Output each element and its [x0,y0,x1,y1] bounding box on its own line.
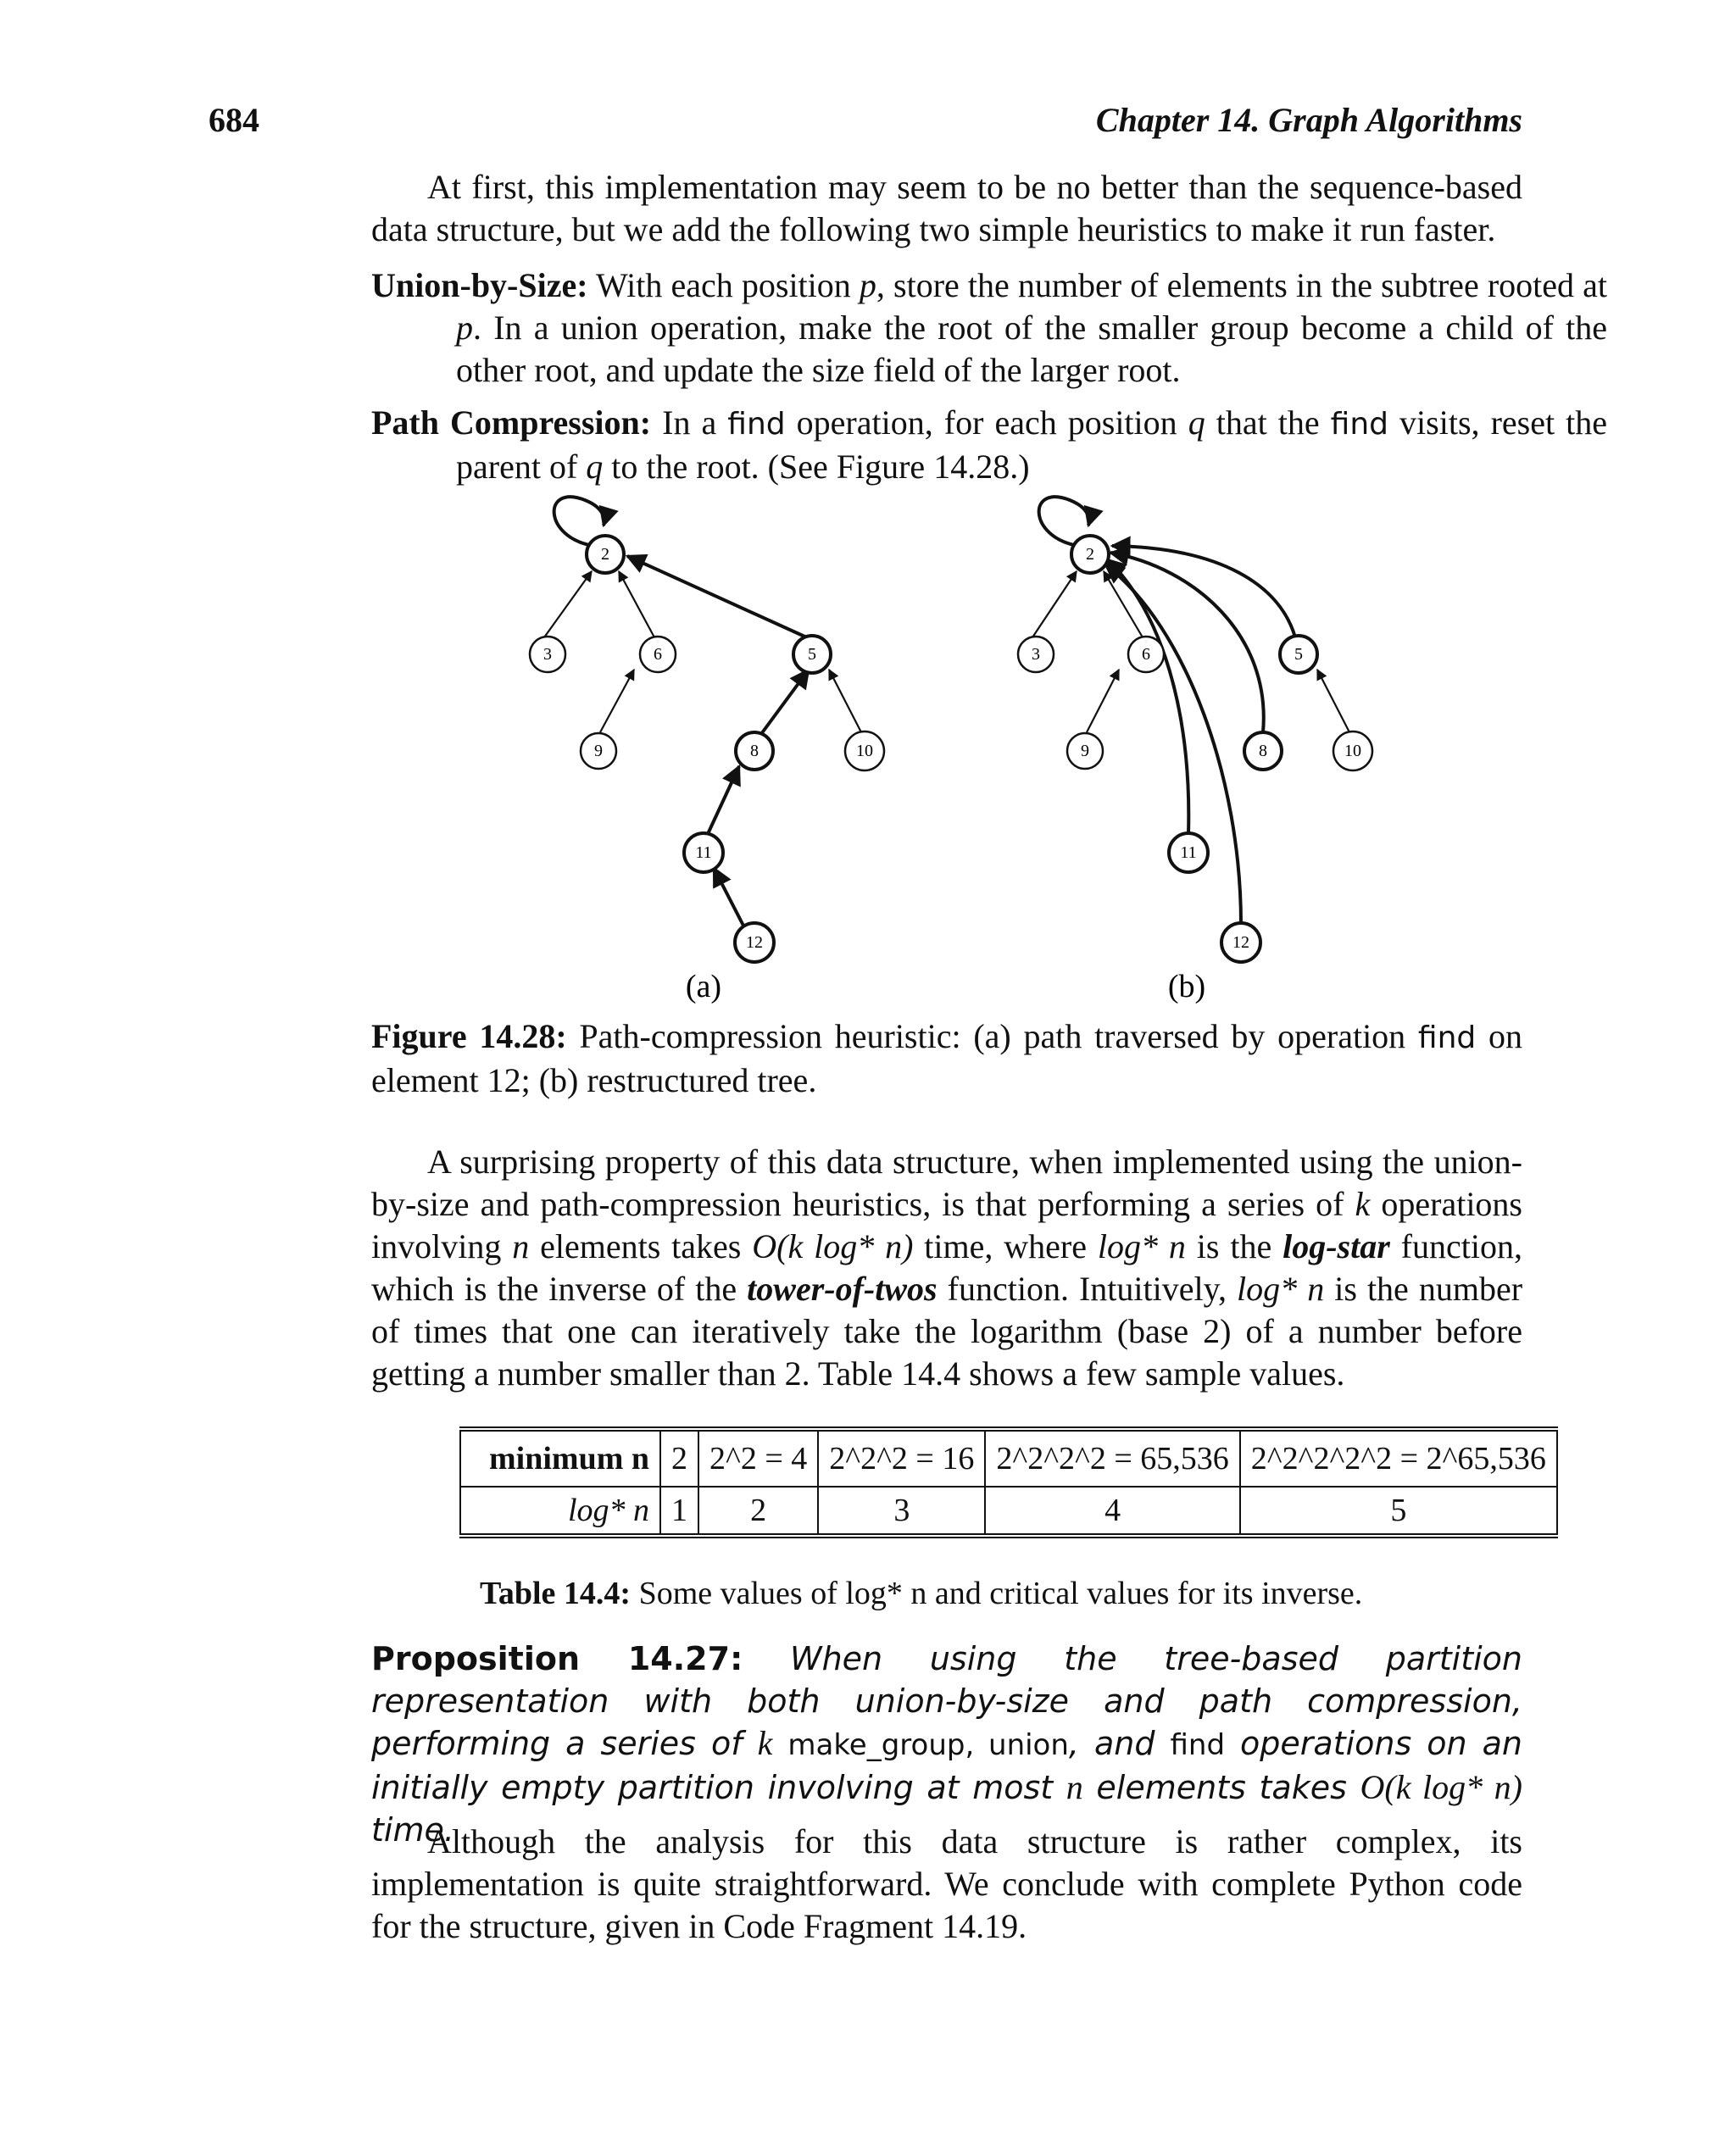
heuristic-term: Union-by-Size: [371,266,588,304]
heuristic-text: , store the number of elements in the subtree rooted at [876,266,1607,304]
caption-text: Some values of log* n and critical values for its inverse. [638,1576,1363,1611]
node-a-2 [587,536,624,573]
node-label: 10 [856,742,873,760]
node-b-9 [1067,733,1103,769]
heuristic-path-compression [371,402,1607,488]
heuristic-text: With each position [595,266,860,304]
node-label: 2 [601,545,609,564]
proposition [371,1638,1522,1851]
proposition-text: , and [1068,1725,1171,1762]
table-cell: 1 [660,1487,698,1536]
intro-paragraph: At first, this implementation may seem to be no better than the sequence-based data structure, but we add the following two simple heuristics to make it run faster. [371,168,1522,248]
variable: p [456,309,473,347]
body-text: A surprising property of this data structure, when implemented using the union-by-size and path-compression heuristics, is that performing a series of [371,1143,1522,1223]
code-find: find [1330,407,1389,442]
edge-3-2 [1032,571,1077,637]
variable: k [1355,1185,1371,1223]
table-header-cell [460,1487,660,1536]
code-union: union [988,1728,1069,1762]
node-a-8 [736,732,773,770]
caption-text: on element 12; (b) restructured tree. [371,1017,1523,1099]
node-b-10 [1333,731,1372,770]
proposition-text: operations on an initially empty partition involving at most [371,1725,1522,1806]
table-cell: 2 [660,1429,698,1487]
header-label: minimum n [489,1441,649,1476]
node-b-12 [1221,923,1260,962]
variable: q [586,448,604,486]
node-label: 12 [746,933,763,952]
proposition-text: When using the tree-based partition representation with both union-by-size and path compression, performing a series of [371,1640,1522,1762]
table-cell: 5 [1240,1487,1557,1536]
node-label: 6 [1142,645,1150,664]
math-expression: O(k log* n) [752,1227,914,1265]
node-b-5 [1280,636,1317,673]
proposition-label: Proposition 14.27: [371,1640,743,1677]
table-header-cell [460,1429,660,1487]
node-b-6 [1128,637,1164,672]
variable: k [757,1724,773,1762]
node-label: 2 [1086,545,1094,564]
table-cell: 2^2 = 4 [698,1429,818,1487]
body-text: is the [1185,1227,1283,1265]
node-a-6 [640,637,676,672]
heuristic-term: Path Compression: [371,403,652,442]
page-number: 684 [209,101,259,139]
edge-10-5 [829,670,861,732]
header-label: log* n [567,1493,649,1528]
code-find: find [1417,1020,1477,1055]
proposition-text: elements takes [1082,1769,1360,1806]
edge-12-2 [1105,564,1241,924]
node-a-9 [581,733,616,769]
node-label: 8 [750,742,759,760]
node-b-8 [1244,732,1282,770]
proposition-text: time. [371,1811,454,1849]
edge-6-2 [619,571,654,637]
edge-3-2 [544,571,592,637]
node-label: 8 [1259,742,1267,760]
table-cell: 2 [698,1487,818,1536]
node-a-10 [845,731,884,770]
edge-9-6 [1087,670,1119,732]
edge-12-11 [714,868,744,927]
chapter-title: Chapter 14. Graph Algorithms [1095,101,1522,139]
node-label: 5 [1294,645,1303,664]
heuristic-text: that the [1205,403,1331,442]
body-text: operations involving [371,1185,1523,1265]
heuristic-text: operation, for each position [785,403,1188,442]
body-text: is the number of times that one can iteratively take the logarithm (base 2) of a number before getting a number smaller than 2. Table 14.4 shows a few sample values. [371,1270,1523,1393]
table-cell: 2^2^2^2 = 65,536 [985,1429,1239,1487]
math-expression: log* n [1237,1270,1325,1308]
table-row [460,1429,1557,1487]
node-label: 3 [1032,645,1040,664]
separator: , [965,1728,989,1762]
panel-a-label: (a) [685,969,722,1004]
node-a-5 [793,636,831,673]
body-paragraph [371,1141,1522,1395]
term-tower-of-twos: tower-of-twos [747,1270,938,1308]
table-cell: 2^2^2 = 16 [818,1429,985,1487]
node-label: 9 [594,742,603,760]
edge-10-5 [1317,670,1349,732]
variable: n [512,1227,530,1265]
table-row [460,1487,1557,1536]
code-make-group: make_group [787,1728,965,1762]
code-find: find [1170,1728,1226,1762]
edge-11-2 [1107,559,1188,834]
node-a-11 [684,833,723,872]
term-log-star: log-star [1283,1227,1390,1265]
table-cell: 4 [985,1487,1239,1536]
figure-path-compression [492,492,1407,1009]
edge-8-5 [761,670,809,734]
edge-9-6 [600,670,634,732]
node-b-3 [1018,637,1054,672]
panel-b-label: (b) [1167,969,1206,1004]
node-label: 11 [1180,843,1197,862]
heuristic-text: visits, reset the parent of [456,403,1607,486]
body-text: function. Intuitively, [937,1270,1238,1308]
log-star-table [459,1426,1558,1538]
heuristic-text: to the root. (See Figure 14.28.) [603,448,1030,486]
caption-text: Path-compression heuristic: (a) path traversed by operation [579,1017,1418,1055]
node-label: 9 [1081,742,1089,760]
node-label: 12 [1232,933,1249,952]
closing-paragraph: Although the analysis for this data structure is rather complex, its implementation is quite straightforward. We conclude with complete Python code for the structure, given in Code Fragment 14.19. [371,1822,1522,1945]
table-cell: 2^2^2^2^2 = 2^65,536 [1240,1429,1557,1487]
heuristic-text: . In a union operation, make the root of the smaller group become a child of the other root, and update the size field of the larger root. [456,309,1607,389]
variable: n [1066,1768,1083,1806]
heuristic-text: In a [662,403,728,442]
table-caption [480,1575,1412,1612]
heuristic-union-by-size [371,264,1607,392]
caption-label: Figure 14.28: [371,1017,567,1055]
node-b-2 [1071,536,1109,573]
node-a-3 [530,637,565,672]
math-expression: O(k log* n) [1360,1768,1522,1806]
body-text: time, where [913,1227,1098,1265]
code-find: find [727,407,786,442]
node-b-11 [1169,833,1208,872]
body-text: elements takes [529,1227,753,1265]
node-label: 6 [654,645,662,664]
node-label: 10 [1344,742,1361,760]
node-label: 11 [695,843,712,862]
caption-label: Table 14.4: [480,1576,632,1611]
variable: q [1188,403,1205,442]
node-label: 3 [543,645,552,664]
table-cell: 3 [818,1487,985,1536]
node-label: 5 [808,645,816,664]
edge-11-8 [707,766,739,836]
edge-5-2 [627,556,810,639]
variable: p [859,266,876,304]
figure-caption [371,1015,1522,1102]
node-a-12 [735,923,774,962]
math-expression: log* n [1097,1227,1186,1265]
body-text: function, which is the inverse of the [371,1227,1522,1308]
